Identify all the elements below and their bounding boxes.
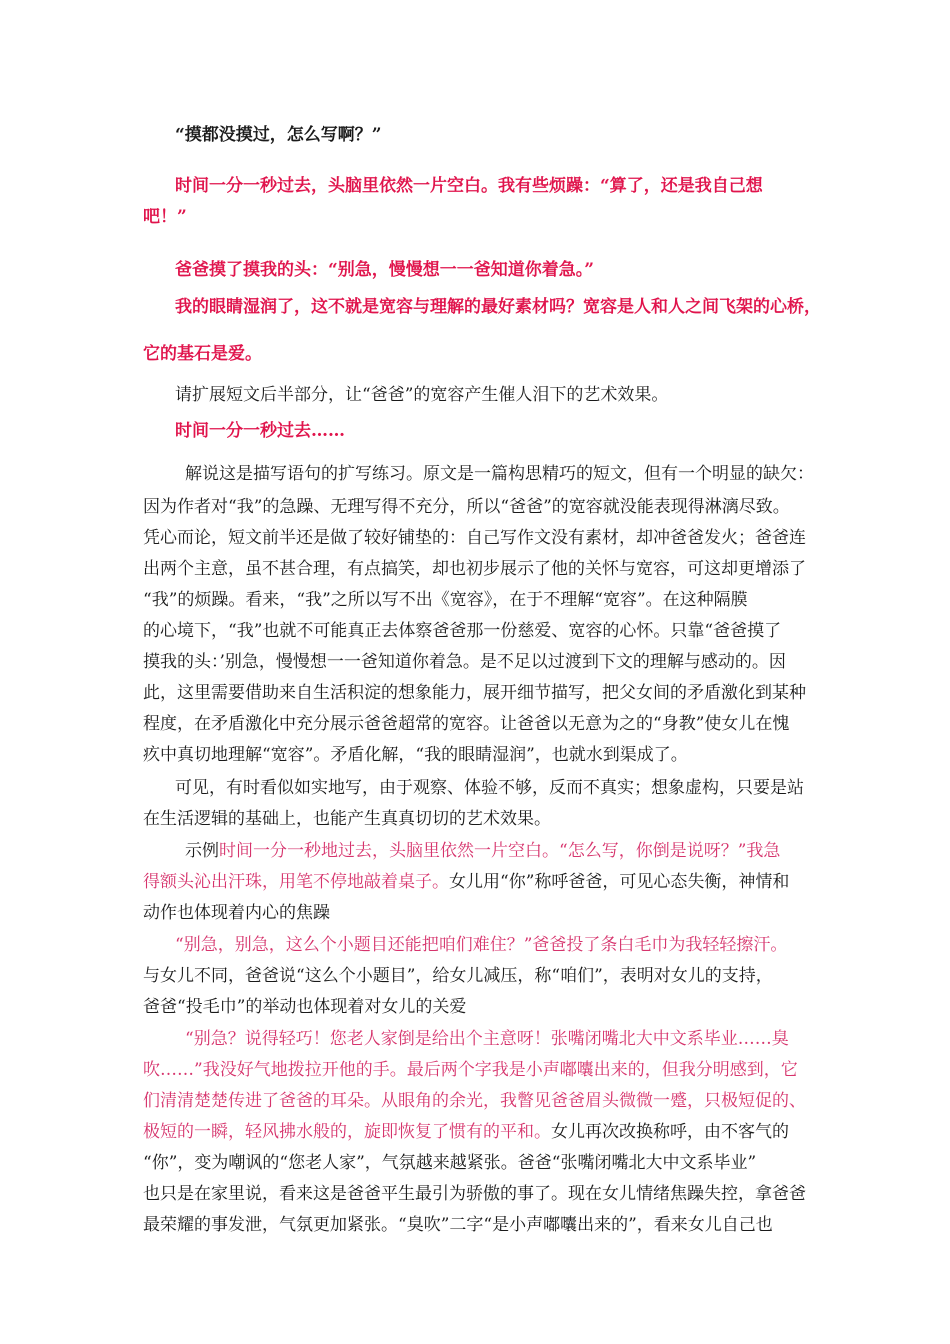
explain-line: 解说这是描写语句的扩写练习。原文是一篇构思精巧的短文，但有一个明显的缺欠： <box>185 464 814 484</box>
example-comment: 女儿用“你”称呼爸爸，可见心态失衡，神情和 <box>449 872 790 892</box>
example-comment: 与女儿不同，爸爸说“这么个小题目”，给女儿减压，称“咱们”，表明对女儿的支持， <box>143 966 773 986</box>
quote-line: “摸都没摸过，怎么写啊？” <box>175 125 382 145</box>
example-comment: “你”，变为嘲讽的“您老人家”，气氛越来越紧张。爸爸“张嘴闭嘴北大中文系毕业” <box>143 1153 757 1173</box>
explain-line: 出两个主意，虽不甚合理，有点搞笑，却也初步展示了他的关怀与宽容，可这却更增添了 <box>143 559 806 579</box>
example-text: 极短的一瞬，轻风拂水般的，旋即恢复了惯有的平和。 <box>143 1122 551 1142</box>
example-label: 示例 <box>185 841 219 861</box>
explain-line: 此，这里需要借助来自生活积淀的想象能力，展开细节描写，把父女间的矛盾激化到某种 <box>143 683 806 703</box>
example-text: 吹……”我没好气地拨拉开他的手。最后两个字我是小声嘟囔出来的，但我分明感到，它 <box>143 1060 798 1080</box>
instruction-line: 请扩展短文后半部分，让“爸爸”的宽容产生催人泪下的艺术效果。 <box>175 385 669 405</box>
conclusion-line: 在生活逻辑的基础上，也能产生真真切切的艺术效果。 <box>143 809 551 829</box>
example-line <box>143 871 789 893</box>
explain-line: 程度，在矛盾激化中充分展示爸爸超常的宽容。让爸爸以无意为之的“身教”使女儿在愧 <box>143 714 790 734</box>
explain-line: 的心境下，“我”也就不可能真正去体察爸爸那一份慈爱、宽容的心怀。只靠“爸爸摸了 <box>143 621 782 641</box>
example-comment: 女儿再次改换称呼，由不客气的 <box>551 1122 789 1142</box>
explain-line: 摸我的头：’别急，慢慢想一一爸知道你着急。是不足以过渡到下文的理解与感动的。因 <box>143 652 786 672</box>
explain-line: 疚中真切地理解“宽容”。矛盾化解，“我的眼睛湿润”，也就水到渠成了。 <box>143 745 688 765</box>
explain-line: “我”的烦躁。看来，“我”之所以写不出《宽容》，在于不理解“宽容”。在这种隔膜 <box>143 590 748 610</box>
example-text: 得额头沁出汗珠，用笔不停地敲着桌子。 <box>143 872 449 892</box>
paragraph-line: 爸爸摸了摸我的头：“别急，慢慢想一一爸知道你着急。” <box>175 260 595 280</box>
example-text: “别急？说得轻巧！您老人家倒是给出个主意呀！张嘴闭嘴北大中文系毕业……臭 <box>185 1029 789 1049</box>
example-comment: 爸爸“投毛巾”的举动也体现着对女儿的关爱 <box>143 997 467 1017</box>
paragraph-line: 吧！” <box>143 207 187 227</box>
example-text: 们清清楚楚传进了爸爸的耳朵。从眼角的余光，我瞥见爸爸眉头微微一蹙，只极短促的、 <box>143 1091 806 1111</box>
paragraph-line: 时间一分一秒过去，头脑里依然一片空白。我有些烦躁：“算了，还是我自己想 <box>175 176 763 196</box>
example-comment: 动作也体现着内心的焦躁 <box>143 903 330 923</box>
explain-line: 因为作者对“我”的急躁、无理写得不充分，所以“爸爸”的宽容就没能表现得淋漓尽致。 <box>143 497 790 517</box>
example-comment: 也只是在家里说，看来这是爸爸平生最引为骄傲的事了。现在女儿情绪焦躁失控，拿爸爸 <box>143 1184 806 1204</box>
example-comment: 最荣耀的事发泄，气氛更加紧张。“臭吹”二字“是小声嘟囔出来的”，看来女儿自己也 <box>143 1215 773 1235</box>
paragraph-line: 我的眼睛湿润了，这不就是宽容与理解的最好素材吗？宽容是人和人之间飞架的心桥， <box>175 297 821 317</box>
paragraph-line: 时间一分一秒过去…… <box>175 421 345 441</box>
explain-line: 凭心而论，短文前半还是做了较好铺垫的：自己写作文没有素材，却冲爸爸发火；爸爸连 <box>143 528 806 548</box>
example-text: “别急，别急，这么个小题目还能把咱们难住？”爸爸投了条白毛巾为我轻轻擦汗。 <box>175 935 788 955</box>
paragraph-line: 它的基石是爱。 <box>143 344 262 364</box>
example-text: 时间一分一秒地过去，头脑里依然一片空白。“怎么写，你倒是说呀？”我急 <box>219 841 781 861</box>
conclusion-line: 可见，有时看似如实地写，由于观察、体验不够，反而不真实；想象虚构，只要是站 <box>175 778 804 798</box>
example-line <box>143 1121 789 1143</box>
example-line <box>185 840 780 862</box>
